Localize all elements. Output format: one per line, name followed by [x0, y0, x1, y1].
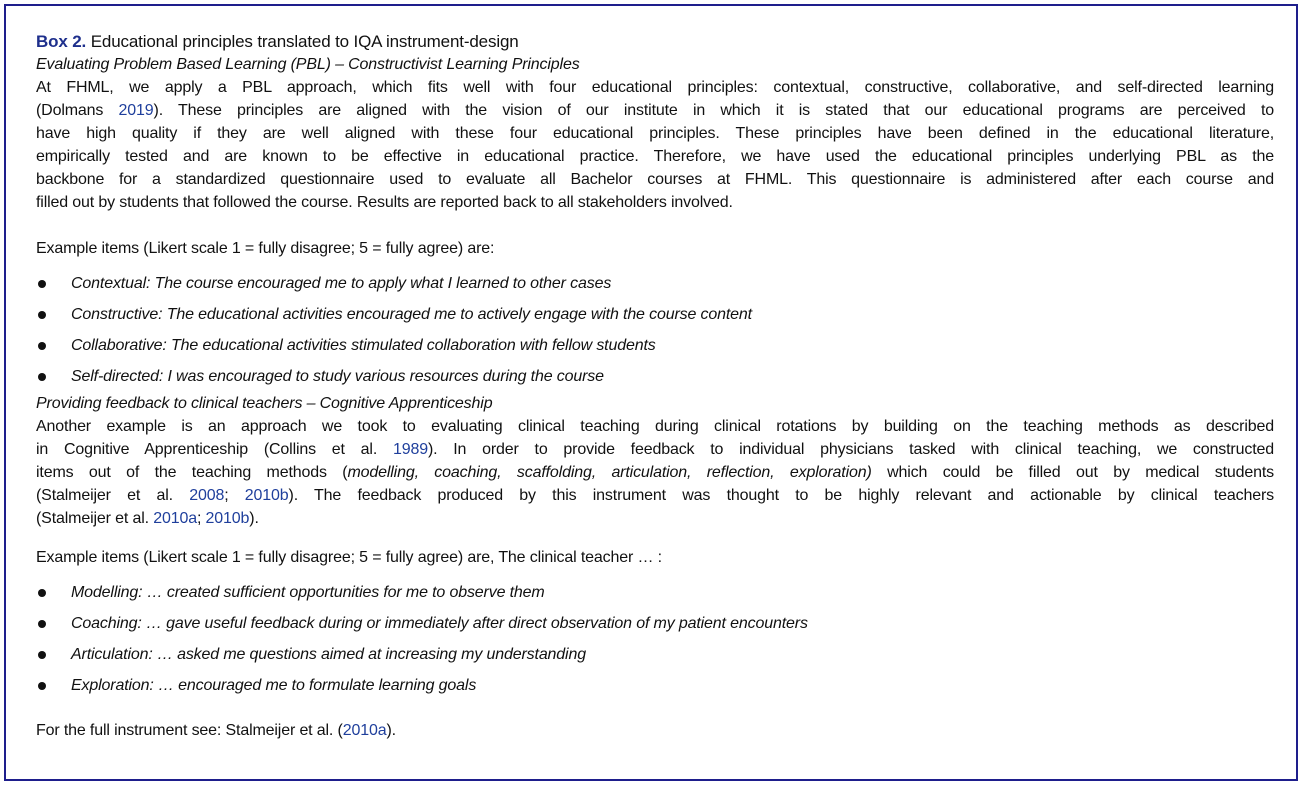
bullet-icon	[38, 280, 46, 288]
bullet-icon	[38, 651, 46, 659]
text-segment: ). In order to provide feedback to individual physicians tasked with clinical teaching, we constructed	[427, 441, 1274, 458]
list-item-text: Contextual: The course encouraged me to apply what I learned to other cases	[71, 275, 612, 292]
text-segment: ). These principles are aligned with the vision of our institute in which it is stated that our educational programs are perceived to	[153, 102, 1275, 119]
paragraph-line	[36, 461, 1274, 484]
section2-paragraph	[36, 415, 1274, 530]
text-box	[4, 4, 1298, 781]
section1-item-list	[36, 272, 1274, 396]
list-item	[36, 334, 1274, 365]
section2-item-list	[36, 581, 1274, 705]
italic-text: modelling, coaching, scaffolding, articulation, reflection, exploration)	[347, 464, 872, 481]
text-segment: Another example is an approach we took to evaluating clinical teaching during clinical rotations by building on the teaching methods as described	[36, 418, 1274, 435]
citation-link[interactable]: 2008	[189, 487, 225, 504]
text-segment: (Stalmeijer et al.	[36, 510, 154, 527]
citation-link[interactable]: 2010a	[153, 510, 197, 527]
list-item-text: Modelling: … created sufficient opportunities for me to observe them	[71, 584, 545, 601]
text-segment: empirically tested and are known to be effective in educational practice. Therefore, we have used the educational principles underlying PBL as the	[36, 148, 1274, 165]
paragraph-line	[36, 76, 1274, 99]
footer-note	[36, 719, 1274, 742]
citation-link[interactable]: 2010a	[342, 722, 387, 739]
box-title	[36, 30, 1274, 53]
footer-prefix: For the full instrument see: Stalmeijer et al. (	[36, 722, 343, 739]
list-item	[36, 303, 1274, 334]
list-item-text: Coaching: … gave useful feedback during or immediately after direct observation of my patient encounters	[71, 615, 808, 632]
list-item	[36, 581, 1274, 612]
footer-suffix: ).	[386, 722, 396, 739]
text-segment: ;	[196, 510, 206, 527]
text-segment: have high quality if they are well aligned with these four educational principles. These principles have been defined in the educational literature,	[36, 125, 1274, 142]
text-segment: (Dolmans	[36, 102, 119, 119]
bullet-icon	[38, 373, 46, 381]
box-label: Box 2.	[36, 32, 87, 51]
section2-examples-intro: Example items (Likert scale 1 = fully disagree; 5 = fully agree) are, The clinical teacher … :	[36, 549, 662, 566]
list-item	[36, 612, 1274, 643]
paragraph-line	[36, 191, 1274, 214]
citation-link[interactable]: 2010b	[244, 487, 289, 504]
text-segment: items out of the teaching methods (	[36, 464, 348, 481]
paragraph-line	[36, 484, 1274, 507]
text-segment: ;	[224, 487, 245, 504]
text-segment: ).	[249, 510, 259, 527]
list-item	[36, 365, 1274, 396]
text-segment: filled out by students that followed the course. Results are reported back to all stakeholders involved.	[36, 194, 733, 211]
paragraph-line	[36, 438, 1274, 461]
list-item-text: Exploration: … encouraged me to formulate learning goals	[71, 677, 477, 694]
bullet-icon	[38, 589, 46, 597]
text-segment: (Stalmeijer et al.	[36, 487, 190, 504]
citation-link[interactable]: 2019	[118, 102, 154, 119]
bullet-icon	[38, 342, 46, 350]
section1-examples-intro: Example items (Likert scale 1 = fully disagree; 5 = fully agree) are:	[36, 240, 495, 257]
bullet-icon	[38, 620, 46, 628]
section1-paragraph	[36, 76, 1274, 214]
text-segment: which could be filled out by medical students	[871, 464, 1275, 481]
paragraph-line	[36, 99, 1274, 122]
list-item	[36, 674, 1274, 705]
bullet-icon	[38, 311, 46, 319]
list-item-text: Constructive: The educational activities encouraged me to actively engage with the course content	[71, 306, 752, 323]
paragraph-line	[36, 168, 1274, 191]
paragraph-line	[36, 507, 1274, 530]
paragraph-line	[36, 122, 1274, 145]
text-segment: At FHML, we apply a PBL approach, which fits well with four educational principles: contextual, constructive, collaborative, and self-directed learning	[36, 79, 1274, 96]
text-segment: in Cognitive Apprenticeship (Collins et al.	[36, 441, 393, 458]
box-title-text: Educational principles translated to IQA instrument-design	[86, 32, 519, 51]
paragraph-line	[36, 415, 1274, 438]
list-item-text: Collaborative: The educational activities stimulated collaboration with fellow students	[71, 337, 656, 354]
section1-heading: Evaluating Problem Based Learning (PBL) – Constructivist Learning Principles	[36, 56, 580, 73]
citation-link[interactable]: 1989	[392, 441, 428, 458]
list-item-text: Articulation: … asked me questions aimed at increasing my understanding	[71, 646, 586, 663]
bullet-icon	[38, 682, 46, 690]
list-item	[36, 272, 1274, 303]
list-item	[36, 643, 1274, 674]
box-content	[36, 30, 1274, 742]
citation-link[interactable]: 2010b	[205, 510, 250, 527]
list-item-text: Self-directed: I was encouraged to study various resources during the course	[71, 368, 604, 385]
section2-heading: Providing feedback to clinical teachers – Cognitive Apprenticeship	[36, 395, 493, 412]
text-segment: ). The feedback produced by this instrument was thought to be highly relevant and actionable by clinical teachers	[288, 487, 1274, 504]
paragraph-line	[36, 145, 1274, 168]
text-segment: backbone for a standardized questionnaire used to evaluate all Bachelor courses at FHML. This questionnaire is administered after each course and	[36, 171, 1274, 188]
